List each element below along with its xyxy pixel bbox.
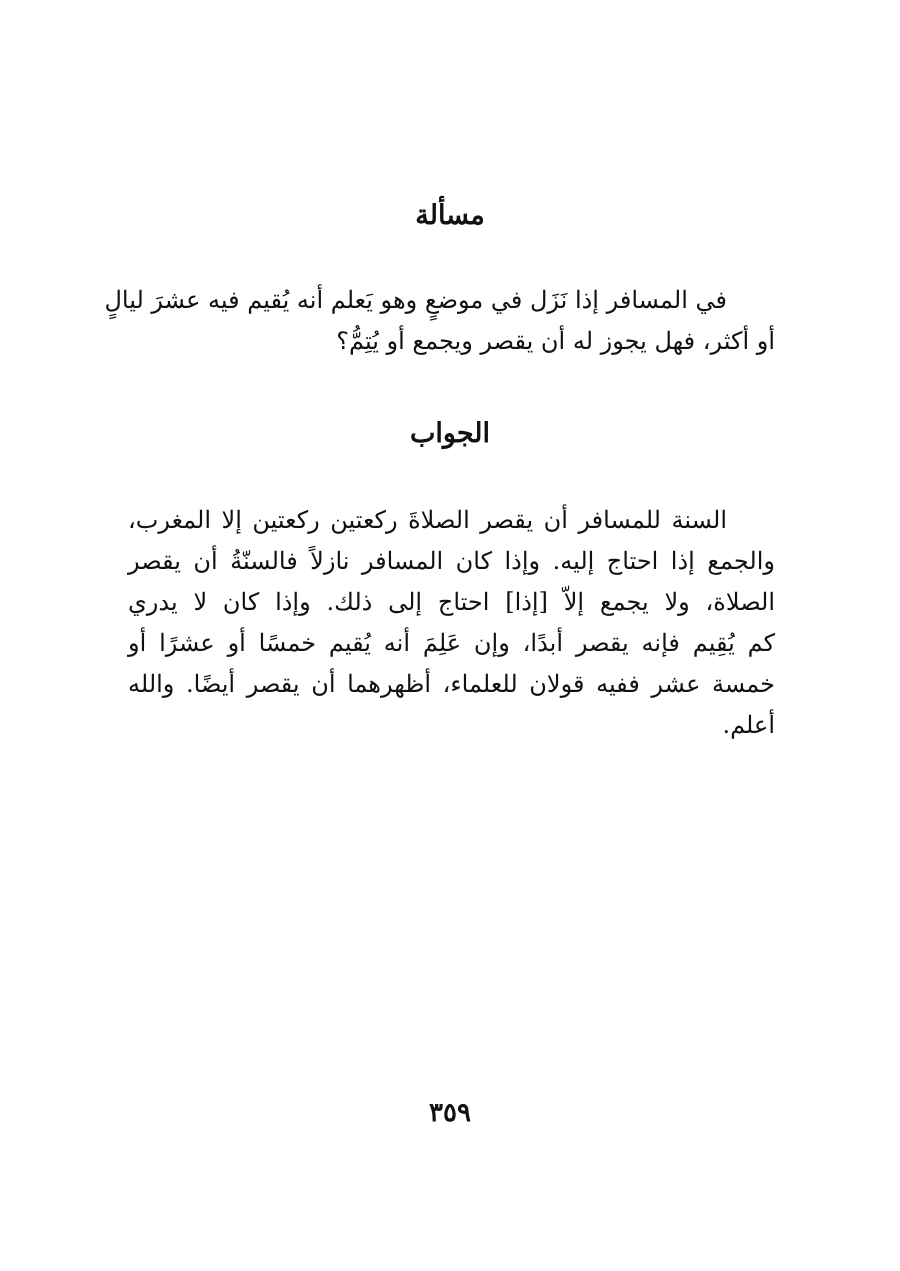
question-paragraph: [104, 280, 775, 362]
question-heading: مسألة: [415, 200, 485, 231]
page-number: ٣٥٩: [429, 1098, 471, 1128]
answer-line: كم يُقِيم فإنه يقصر أبدًا، وإن عَلِمَ أنه يُقيم خمسًا أو عشرًا أو: [128, 629, 775, 657]
answer-line: السنة للمسافر أن يقصر الصلاةَ ركعتين ركعتين إلا المغرب،: [128, 506, 727, 534]
answer-line: خمسة عشر ففيه قولان للعلماء، أظهرهما أن يقصر أيضًا. والله: [128, 670, 775, 698]
question-line: في المسافر إذا نَزَل في موضعٍ وهو يَعلم أنه يُقيم فيه عشرَ ليالٍ: [104, 286, 727, 314]
answer-line: والجمع إذا احتاج إليه. وإذا كان المسافر نازلاً فالسنّةُ أن يقصر: [128, 547, 775, 575]
answer-line: أعلم.: [722, 711, 775, 739]
answer-line: الصلاة، ولا يجمع إلاّ [إذا] احتاج إلى ذلك. وإذا كان لا يدري: [128, 588, 775, 616]
answer-heading: الجواب: [409, 418, 491, 449]
question-line: أو أكثر، فهل يجوز له أن يقصر ويجمع أو يُتِمُّ؟: [336, 327, 775, 355]
answer-paragraph: [128, 500, 775, 746]
